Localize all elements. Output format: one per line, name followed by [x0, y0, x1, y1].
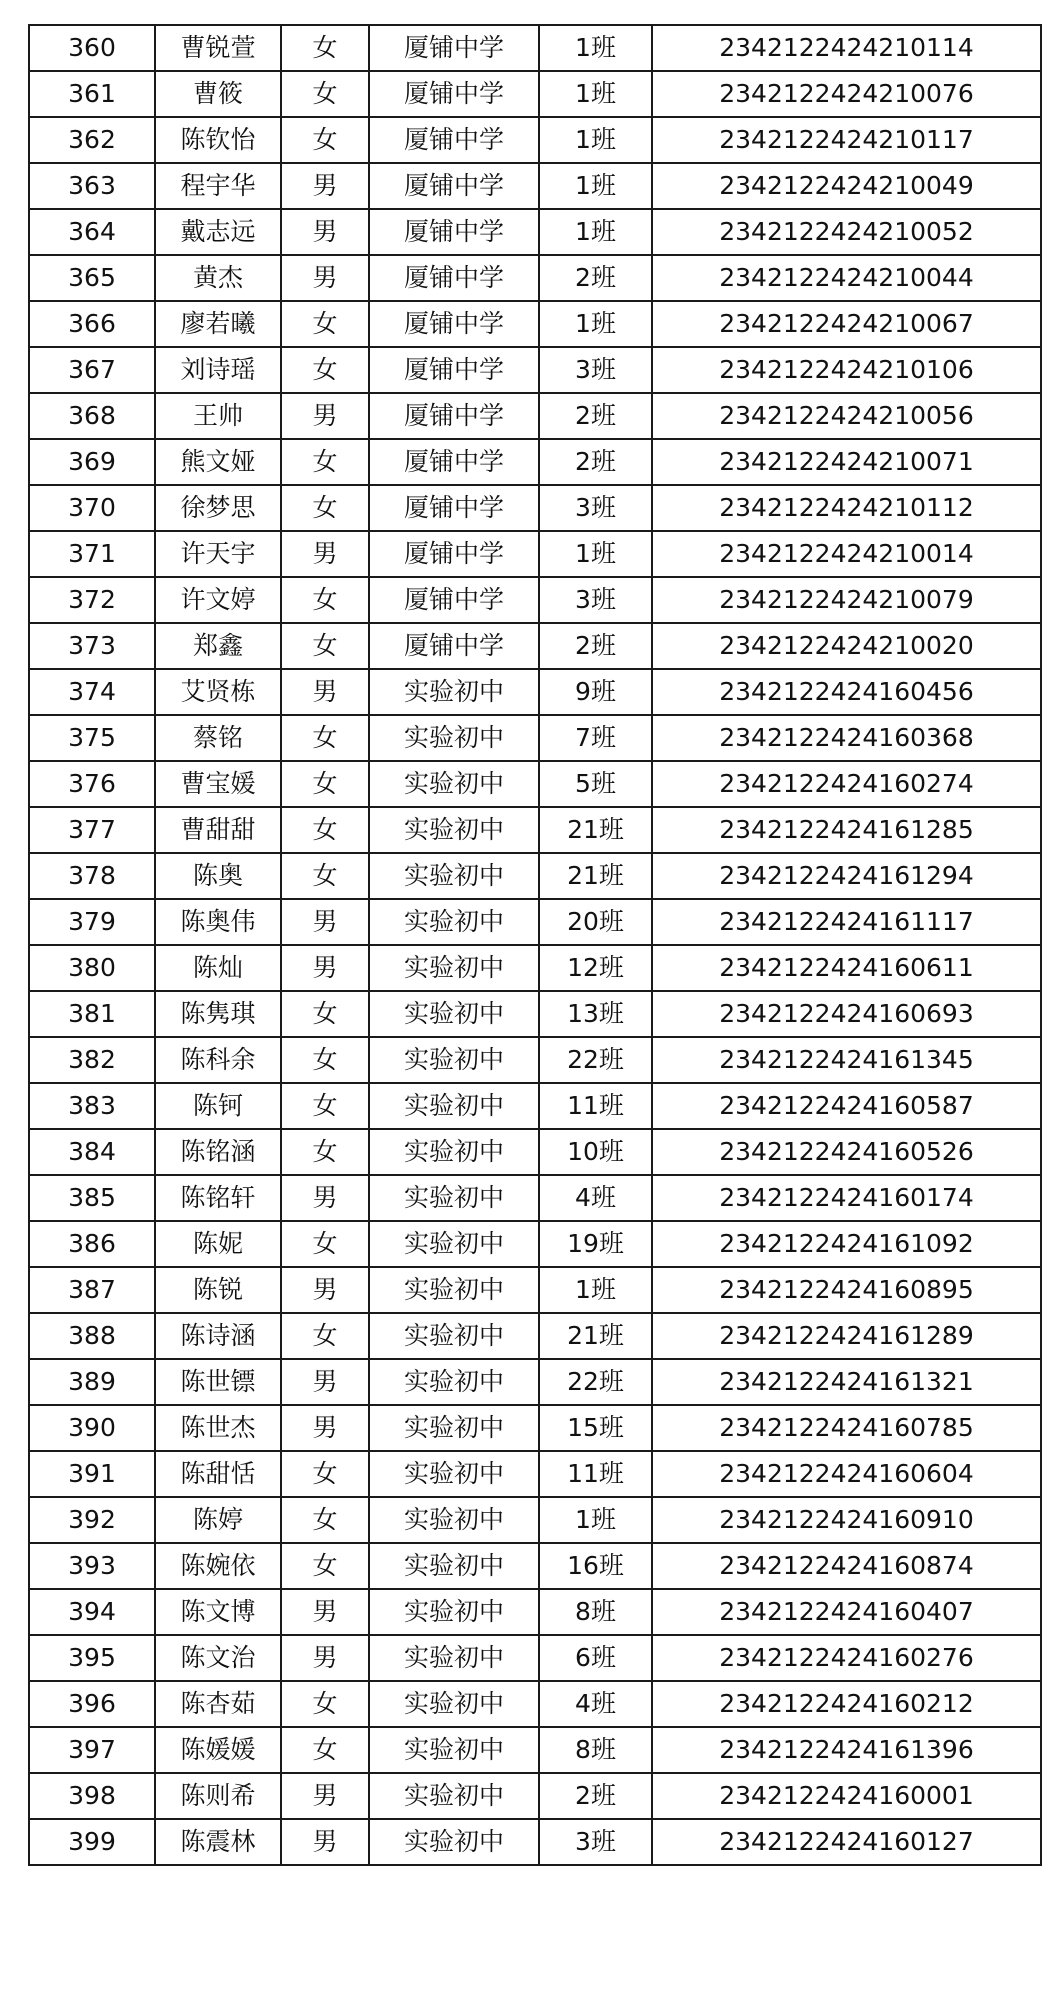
cell-sex: 男: [281, 1589, 369, 1635]
cell-class: 1班: [539, 71, 652, 117]
cell-number: 369: [29, 439, 155, 485]
cell-exam-id: 2342122424210067: [652, 301, 1041, 347]
cell-name: 陈杏茹: [155, 1681, 281, 1727]
cell-exam-id: 2342122424160874: [652, 1543, 1041, 1589]
cell-school: 厦铺中学: [369, 117, 539, 163]
cell-name: 许天宇: [155, 531, 281, 577]
table-row: [29, 531, 1041, 577]
cell-name: 陈妮: [155, 1221, 281, 1267]
cell-name: 陈甜恬: [155, 1451, 281, 1497]
cell-exam-id: 2342122424210079: [652, 577, 1041, 623]
cell-sex: 男: [281, 1819, 369, 1865]
cell-number: 397: [29, 1727, 155, 1773]
cell-number: 381: [29, 991, 155, 1037]
cell-school: 厦铺中学: [369, 393, 539, 439]
cell-sex: 男: [281, 163, 369, 209]
cell-sex: 女: [281, 577, 369, 623]
cell-number: 388: [29, 1313, 155, 1359]
cell-sex: 男: [281, 255, 369, 301]
cell-sex: 男: [281, 1175, 369, 1221]
cell-number: 361: [29, 71, 155, 117]
cell-name: 陈世杰: [155, 1405, 281, 1451]
cell-class: 1班: [539, 25, 652, 71]
cell-name: 郑鑫: [155, 623, 281, 669]
table-row: [29, 945, 1041, 991]
cell-number: 395: [29, 1635, 155, 1681]
cell-exam-id: 2342122424160274: [652, 761, 1041, 807]
cell-sex: 女: [281, 807, 369, 853]
table-row: [29, 163, 1041, 209]
cell-class: 2班: [539, 393, 652, 439]
table-row: [29, 439, 1041, 485]
cell-school: 厦铺中学: [369, 71, 539, 117]
cell-sex: 女: [281, 991, 369, 1037]
cell-exam-id: 2342122424161092: [652, 1221, 1041, 1267]
cell-class: 21班: [539, 807, 652, 853]
cell-class: 21班: [539, 853, 652, 899]
cell-class: 22班: [539, 1037, 652, 1083]
cell-sex: 女: [281, 1727, 369, 1773]
cell-school: 实验初中: [369, 669, 539, 715]
cell-name: 曹甜甜: [155, 807, 281, 853]
table-row: [29, 117, 1041, 163]
cell-school: 实验初中: [369, 853, 539, 899]
table-row: [29, 1589, 1041, 1635]
table-row: [29, 1175, 1041, 1221]
cell-class: 7班: [539, 715, 652, 761]
cell-number: 367: [29, 347, 155, 393]
cell-name: 陈科余: [155, 1037, 281, 1083]
table-row: [29, 1359, 1041, 1405]
cell-sex: 女: [281, 71, 369, 117]
cell-exam-id: 2342122424160693: [652, 991, 1041, 1037]
table-row: [29, 991, 1041, 1037]
cell-number: 371: [29, 531, 155, 577]
cell-school: 厦铺中学: [369, 301, 539, 347]
cell-school: 实验初中: [369, 1129, 539, 1175]
cell-sex: 男: [281, 669, 369, 715]
cell-class: 1班: [539, 301, 652, 347]
cell-exam-id: 2342122424210117: [652, 117, 1041, 163]
cell-name: 陈奥: [155, 853, 281, 899]
cell-exam-id: 2342122424210114: [652, 25, 1041, 71]
cell-number: 399: [29, 1819, 155, 1865]
cell-name: 陈隽琪: [155, 991, 281, 1037]
cell-school: 实验初中: [369, 761, 539, 807]
cell-exam-id: 2342122424160895: [652, 1267, 1041, 1313]
cell-school: 实验初中: [369, 1497, 539, 1543]
cell-name: 陈锐: [155, 1267, 281, 1313]
cell-name: 陈奥伟: [155, 899, 281, 945]
cell-name: 艾贤栋: [155, 669, 281, 715]
cell-exam-id: 2342122424160526: [652, 1129, 1041, 1175]
table-row: [29, 1819, 1041, 1865]
cell-number: 377: [29, 807, 155, 853]
cell-exam-id: 2342122424210020: [652, 623, 1041, 669]
cell-school: 实验初中: [369, 945, 539, 991]
cell-sex: 女: [281, 853, 369, 899]
cell-name: 陈铭涵: [155, 1129, 281, 1175]
cell-sex: 女: [281, 117, 369, 163]
table-row: [29, 1267, 1041, 1313]
cell-school: 实验初中: [369, 1221, 539, 1267]
cell-exam-id: 2342122424160127: [652, 1819, 1041, 1865]
cell-class: 8班: [539, 1727, 652, 1773]
cell-number: 382: [29, 1037, 155, 1083]
cell-name: 程宇华: [155, 163, 281, 209]
cell-school: 实验初中: [369, 1773, 539, 1819]
table-row: [29, 1221, 1041, 1267]
cell-name: 陈诗涵: [155, 1313, 281, 1359]
cell-class: 2班: [539, 1773, 652, 1819]
cell-class: 3班: [539, 347, 652, 393]
cell-sex: 男: [281, 1359, 369, 1405]
cell-name: 陈文治: [155, 1635, 281, 1681]
cell-class: 1班: [539, 1267, 652, 1313]
cell-class: 22班: [539, 1359, 652, 1405]
cell-school: 实验初中: [369, 1451, 539, 1497]
cell-class: 5班: [539, 761, 652, 807]
cell-sex: 女: [281, 1681, 369, 1727]
cell-exam-id: 2342122424160587: [652, 1083, 1041, 1129]
cell-class: 16班: [539, 1543, 652, 1589]
cell-sex: 女: [281, 485, 369, 531]
cell-sex: 女: [281, 1497, 369, 1543]
cell-number: 375: [29, 715, 155, 761]
cell-sex: 女: [281, 761, 369, 807]
cell-name: 曹筱: [155, 71, 281, 117]
cell-name: 许文婷: [155, 577, 281, 623]
cell-sex: 女: [281, 1451, 369, 1497]
cell-number: 370: [29, 485, 155, 531]
cell-school: 厦铺中学: [369, 25, 539, 71]
cell-exam-id: 2342122424161289: [652, 1313, 1041, 1359]
cell-exam-id: 2342122424160456: [652, 669, 1041, 715]
cell-exam-id: 2342122424160276: [652, 1635, 1041, 1681]
cell-class: 1班: [539, 117, 652, 163]
cell-name: 黄杰: [155, 255, 281, 301]
cell-school: 厦铺中学: [369, 577, 539, 623]
table-row: [29, 761, 1041, 807]
cell-school: 实验初中: [369, 991, 539, 1037]
cell-name: 戴志远: [155, 209, 281, 255]
cell-exam-id: 2342122424160611: [652, 945, 1041, 991]
cell-sex: 女: [281, 1129, 369, 1175]
cell-school: 实验初中: [369, 1359, 539, 1405]
cell-class: 2班: [539, 623, 652, 669]
cell-number: 390: [29, 1405, 155, 1451]
cell-school: 实验初中: [369, 715, 539, 761]
cell-school: 实验初中: [369, 1083, 539, 1129]
student-roster-table: [28, 24, 1042, 1866]
cell-school: 实验初中: [369, 1727, 539, 1773]
cell-exam-id: 2342122424210112: [652, 485, 1041, 531]
cell-sex: 男: [281, 899, 369, 945]
table-row: [29, 853, 1041, 899]
cell-number: 383: [29, 1083, 155, 1129]
cell-sex: 男: [281, 945, 369, 991]
table-row: [29, 1497, 1041, 1543]
cell-name: 徐梦思: [155, 485, 281, 531]
table-row: [29, 623, 1041, 669]
cell-class: 8班: [539, 1589, 652, 1635]
cell-exam-id: 2342122424160910: [652, 1497, 1041, 1543]
cell-exam-id: 2342122424161294: [652, 853, 1041, 899]
cell-exam-id: 2342122424160604: [652, 1451, 1041, 1497]
table-row: [29, 1405, 1041, 1451]
table-row: [29, 255, 1041, 301]
cell-exam-id: 2342122424160407: [652, 1589, 1041, 1635]
cell-number: 387: [29, 1267, 155, 1313]
cell-sex: 女: [281, 1543, 369, 1589]
cell-sex: 男: [281, 1405, 369, 1451]
cell-sex: 女: [281, 1037, 369, 1083]
cell-sex: 男: [281, 1267, 369, 1313]
cell-class: 1班: [539, 1497, 652, 1543]
cell-number: 378: [29, 853, 155, 899]
cell-school: 厦铺中学: [369, 347, 539, 393]
cell-class: 3班: [539, 1819, 652, 1865]
table-row: [29, 71, 1041, 117]
cell-sex: 女: [281, 301, 369, 347]
cell-school: 实验初中: [369, 1175, 539, 1221]
cell-name: 蔡铭: [155, 715, 281, 761]
cell-school: 实验初中: [369, 1589, 539, 1635]
cell-class: 11班: [539, 1083, 652, 1129]
cell-number: 373: [29, 623, 155, 669]
cell-class: 2班: [539, 255, 652, 301]
table-row: [29, 1635, 1041, 1681]
cell-class: 20班: [539, 899, 652, 945]
cell-sex: 女: [281, 347, 369, 393]
cell-sex: 女: [281, 25, 369, 71]
cell-exam-id: 2342122424160368: [652, 715, 1041, 761]
cell-school: 实验初中: [369, 1681, 539, 1727]
cell-class: 4班: [539, 1681, 652, 1727]
cell-exam-id: 2342122424160212: [652, 1681, 1041, 1727]
cell-number: 392: [29, 1497, 155, 1543]
cell-number: 376: [29, 761, 155, 807]
cell-exam-id: 2342122424210049: [652, 163, 1041, 209]
cell-name: 陈钦怡: [155, 117, 281, 163]
cell-name: 陈灿: [155, 945, 281, 991]
cell-class: 21班: [539, 1313, 652, 1359]
cell-number: 365: [29, 255, 155, 301]
cell-class: 11班: [539, 1451, 652, 1497]
table-row: [29, 1313, 1041, 1359]
cell-exam-id: 2342122424210056: [652, 393, 1041, 439]
cell-sex: 男: [281, 209, 369, 255]
cell-sex: 女: [281, 1221, 369, 1267]
cell-exam-id: 2342122424160785: [652, 1405, 1041, 1451]
cell-name: 陈世镖: [155, 1359, 281, 1405]
cell-name: 陈媛媛: [155, 1727, 281, 1773]
cell-school: 实验初中: [369, 1405, 539, 1451]
cell-number: 391: [29, 1451, 155, 1497]
cell-exam-id: 2342122424161321: [652, 1359, 1041, 1405]
cell-class: 19班: [539, 1221, 652, 1267]
cell-exam-id: 2342122424210076: [652, 71, 1041, 117]
cell-sex: 男: [281, 531, 369, 577]
table-row: [29, 1727, 1041, 1773]
cell-class: 1班: [539, 531, 652, 577]
cell-exam-id: 2342122424210052: [652, 209, 1041, 255]
cell-number: 396: [29, 1681, 155, 1727]
cell-number: 366: [29, 301, 155, 347]
cell-school: 实验初中: [369, 1313, 539, 1359]
cell-school: 厦铺中学: [369, 163, 539, 209]
table-row: [29, 347, 1041, 393]
cell-name: 曹锐萱: [155, 25, 281, 71]
cell-sex: 男: [281, 393, 369, 439]
cell-number: 386: [29, 1221, 155, 1267]
cell-sex: 男: [281, 1773, 369, 1819]
cell-name: 陈则希: [155, 1773, 281, 1819]
cell-exam-id: 2342122424161345: [652, 1037, 1041, 1083]
table-row: [29, 485, 1041, 531]
cell-exam-id: 2342122424161117: [652, 899, 1041, 945]
cell-class: 1班: [539, 163, 652, 209]
cell-class: 3班: [539, 577, 652, 623]
cell-school: 实验初中: [369, 1037, 539, 1083]
cell-number: 364: [29, 209, 155, 255]
cell-sex: 女: [281, 1313, 369, 1359]
cell-number: 398: [29, 1773, 155, 1819]
cell-class: 4班: [539, 1175, 652, 1221]
cell-number: 385: [29, 1175, 155, 1221]
cell-class: 1班: [539, 209, 652, 255]
cell-exam-id: 2342122424160174: [652, 1175, 1041, 1221]
cell-class: 2班: [539, 439, 652, 485]
cell-number: 380: [29, 945, 155, 991]
cell-exam-id: 2342122424210044: [652, 255, 1041, 301]
table-row: [29, 1681, 1041, 1727]
table-row: [29, 1451, 1041, 1497]
cell-class: 15班: [539, 1405, 652, 1451]
cell-number: 362: [29, 117, 155, 163]
cell-school: 厦铺中学: [369, 623, 539, 669]
cell-sex: 女: [281, 439, 369, 485]
cell-name: 王帅: [155, 393, 281, 439]
cell-name: 刘诗瑶: [155, 347, 281, 393]
cell-class: 3班: [539, 485, 652, 531]
table-row: [29, 301, 1041, 347]
cell-class: 13班: [539, 991, 652, 1037]
table-row: [29, 1543, 1041, 1589]
cell-school: 厦铺中学: [369, 255, 539, 301]
cell-name: 熊文娅: [155, 439, 281, 485]
cell-school: 厦铺中学: [369, 439, 539, 485]
cell-number: 393: [29, 1543, 155, 1589]
cell-name: 陈钶: [155, 1083, 281, 1129]
table-row: [29, 1773, 1041, 1819]
cell-name: 陈铭轩: [155, 1175, 281, 1221]
cell-number: 363: [29, 163, 155, 209]
cell-school: 实验初中: [369, 1819, 539, 1865]
cell-name: 廖若曦: [155, 301, 281, 347]
cell-exam-id: 2342122424160001: [652, 1773, 1041, 1819]
table-row: [29, 715, 1041, 761]
cell-exam-id: 2342122424210071: [652, 439, 1041, 485]
table-row: [29, 393, 1041, 439]
table-row: [29, 899, 1041, 945]
table-row: [29, 1037, 1041, 1083]
cell-number: 389: [29, 1359, 155, 1405]
cell-class: 9班: [539, 669, 652, 715]
cell-number: 360: [29, 25, 155, 71]
cell-school: 厦铺中学: [369, 531, 539, 577]
cell-school: 实验初中: [369, 1543, 539, 1589]
table-row: [29, 1083, 1041, 1129]
cell-class: 12班: [539, 945, 652, 991]
cell-exam-id: 2342122424210014: [652, 531, 1041, 577]
cell-school: 厦铺中学: [369, 485, 539, 531]
cell-number: 384: [29, 1129, 155, 1175]
cell-sex: 女: [281, 1083, 369, 1129]
cell-sex: 女: [281, 623, 369, 669]
cell-school: 实验初中: [369, 899, 539, 945]
cell-school: 实验初中: [369, 807, 539, 853]
table-row: [29, 25, 1041, 71]
cell-school: 实验初中: [369, 1635, 539, 1681]
cell-number: 394: [29, 1589, 155, 1635]
cell-school: 实验初中: [369, 1267, 539, 1313]
cell-class: 10班: [539, 1129, 652, 1175]
table-row: [29, 577, 1041, 623]
cell-exam-id: 2342122424161396: [652, 1727, 1041, 1773]
cell-number: 368: [29, 393, 155, 439]
table-row: [29, 669, 1041, 715]
cell-class: 6班: [539, 1635, 652, 1681]
table-row: [29, 209, 1041, 255]
cell-sex: 女: [281, 715, 369, 761]
cell-name: 陈婷: [155, 1497, 281, 1543]
cell-name: 陈震林: [155, 1819, 281, 1865]
cell-exam-id: 2342122424210106: [652, 347, 1041, 393]
cell-name: 曹宝媛: [155, 761, 281, 807]
cell-sex: 男: [281, 1635, 369, 1681]
roster-body: [29, 25, 1041, 1865]
cell-number: 374: [29, 669, 155, 715]
cell-number: 379: [29, 899, 155, 945]
cell-number: 372: [29, 577, 155, 623]
cell-exam-id: 2342122424161285: [652, 807, 1041, 853]
cell-school: 厦铺中学: [369, 209, 539, 255]
cell-name: 陈婉依: [155, 1543, 281, 1589]
table-row: [29, 1129, 1041, 1175]
table-row: [29, 807, 1041, 853]
cell-name: 陈文博: [155, 1589, 281, 1635]
